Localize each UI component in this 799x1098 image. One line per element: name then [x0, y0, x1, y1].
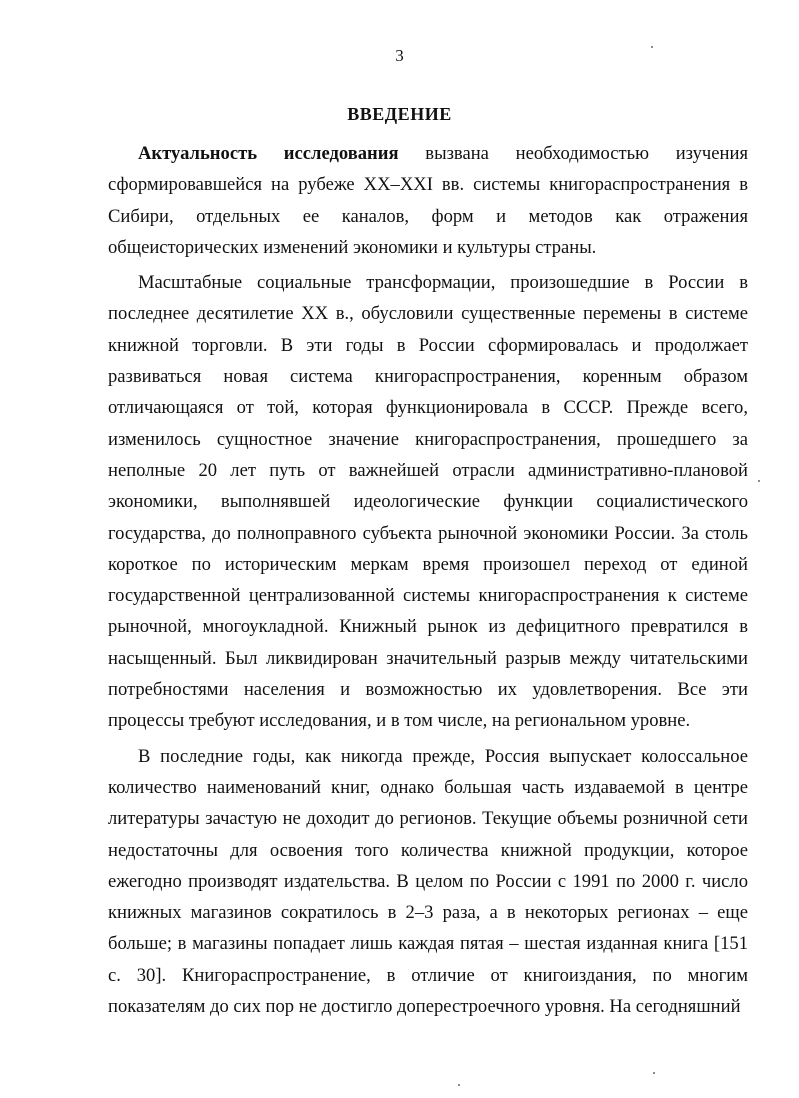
paragraph-1	[108, 138, 748, 263]
body-text	[108, 138, 748, 1022]
scan-speck	[458, 1084, 460, 1086]
paragraph-3: В последние годы, как никогда прежде, Россия выпускает колоссальное количество наименований книг, однако большая часть издаваемой в центре литературы зачастую не доходит до регионов. Текущие объемы розничной сети недостаточны для освоения того количества книжной продукции, которое ежегодно производят издательства. В целом по России с 1991 по 2000 г. число книжных магазинов сократилось в 2–3 раза, а в некоторых регионах – еще больше; в магазины попадает лишь каждая пятая – шестая изданная книга [151 с. 30]. Книгораспространение, в отличие от книгоиздания, по многим показателям до сих пор не достигло доперестроечного уровня. На сегодняшний	[108, 745, 748, 1018]
scan-speck	[653, 1072, 655, 1074]
scan-speck	[651, 46, 653, 48]
paragraph-lead: Актуальность исследования	[138, 143, 399, 164]
page-title: ВВЕДЕНИЕ	[347, 104, 452, 124]
paragraph-2: Масштабные социальные трансформации, произошедшие в России в последнее десятилетие XX в., обусловили существенные перемены в системе книжной торговли. В эти годы в России сформировалась и продолжает развиваться новая система книгораспространения, коренным образом отличающаяся от той, которая функционировала в СССР. Прежде всего, изменилось сущностное значение книгораспространения, прошедшего за неполные 20 лет путь от важнейшей отрасли административно-плановой экономики, выполнявшей идеологические функции социалистического государства, до полноправного субъекта рыночной экономики России. За столь короткое по историческим меркам время произошел переход от единой государственной централизованной системы книгораспространения к системе рыночной, многоукладной. Книжный рынок из дефицитного превратился в насыщенный. Был ликвидирован значительный разрыв между читательскими потребностями населения и возможностью их удовлетворения. Все эти процессы требуют исследования, и в том числе, на региональном уровне.	[108, 272, 748, 732]
page-number: 3	[395, 46, 404, 65]
scan-speck	[758, 480, 760, 482]
paragraph-text: вызвана необходимостью изучения сформировавшейся на рубеже XX–XXI вв. системы книгораспространения в Сибири, отдельных ее каналов, форм и методов как отражения общеисторических изменений экономики и культуры страны.	[108, 143, 748, 258]
